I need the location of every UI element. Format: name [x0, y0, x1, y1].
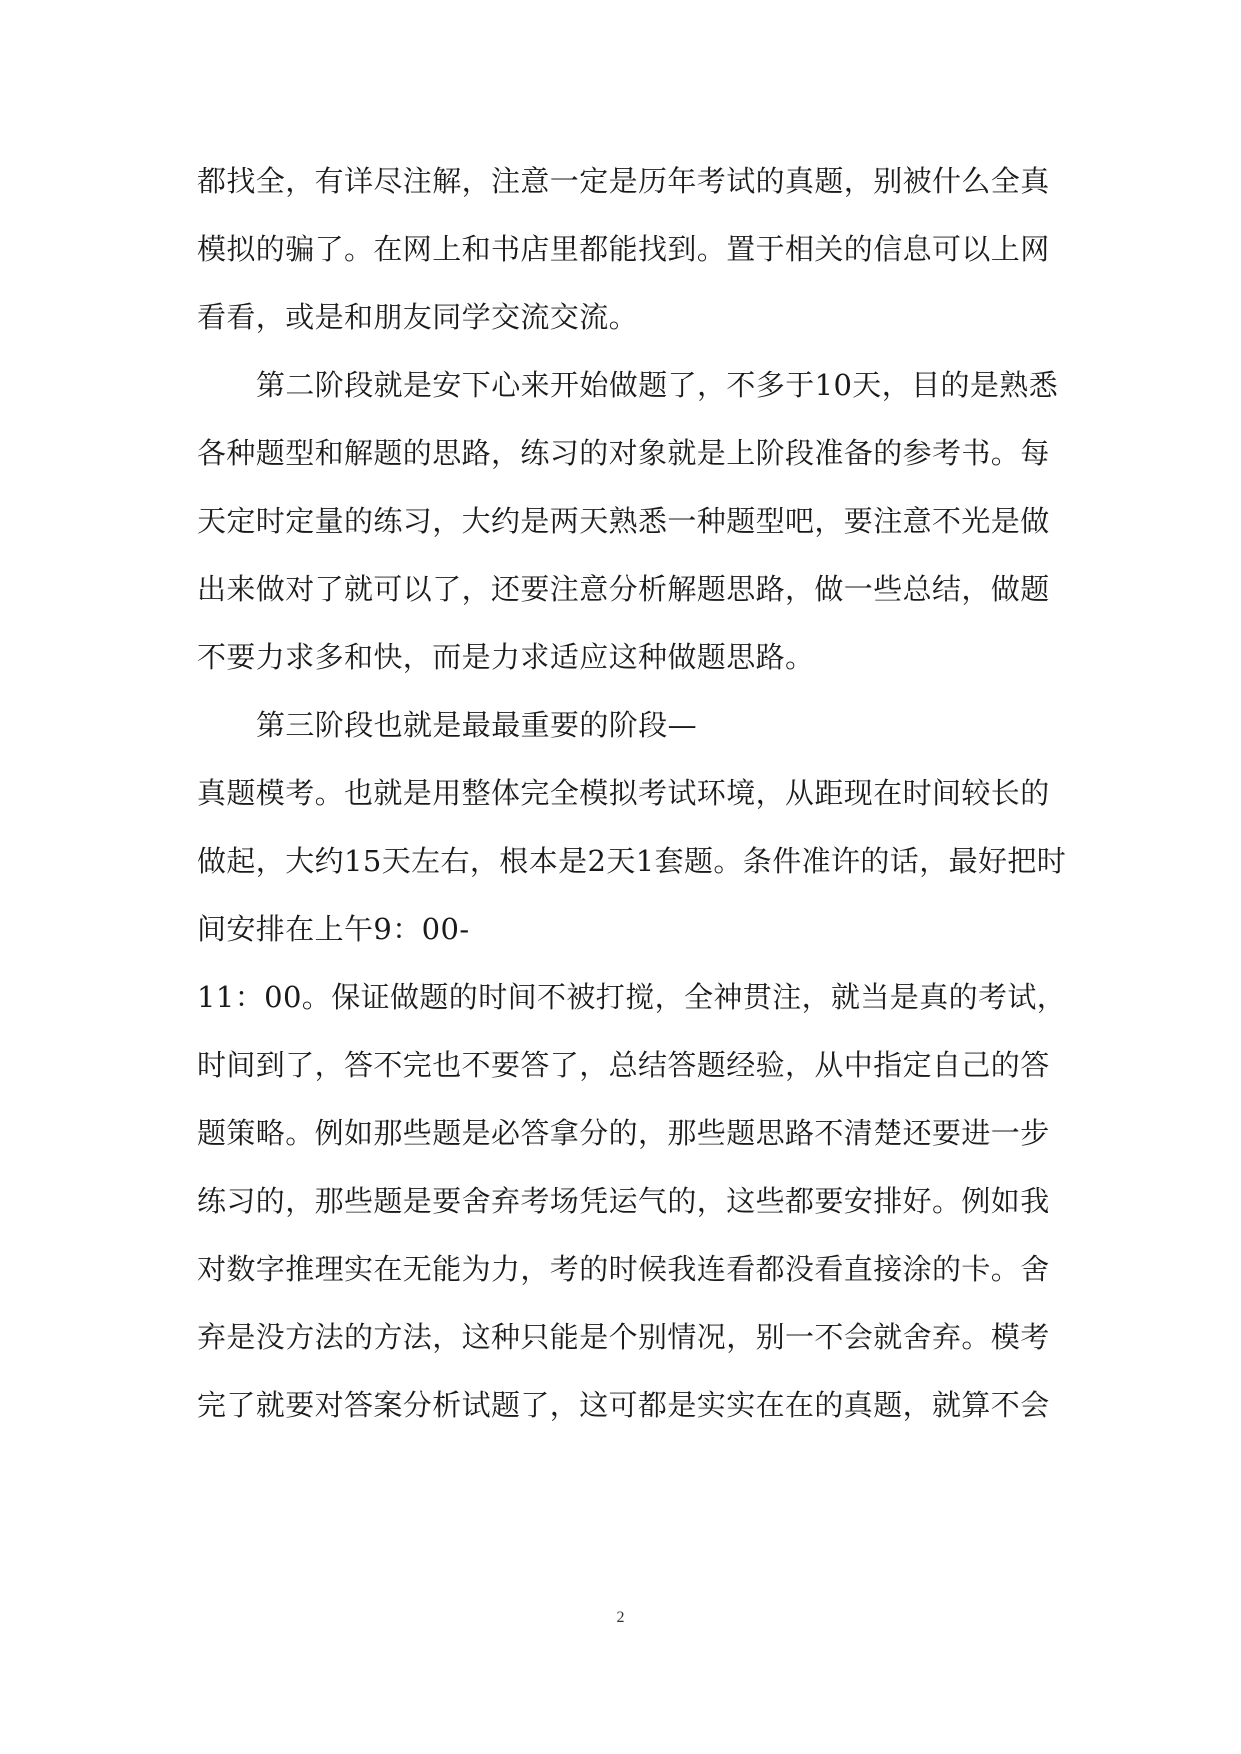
paragraph-start-line: 第二阶段就是安下心来开始做题了，不多于10天，目的是熟悉: [256, 368, 1059, 402]
text-line: 真题模考。也就是用整体完全模拟考试环境，从距现在时间较长的: [197, 776, 1050, 810]
text-line: 天定时定量的练习，大约是两天熟悉一种题型吧，要注意不光是做: [197, 504, 1050, 538]
text-line: 出来做对了就可以了，还要注意分析解题思路，做一些总结，做题: [197, 572, 1050, 606]
text-line: 弃是没方法的方法，这种只能是个别情况，别一不会就舍弃。模考: [197, 1320, 1050, 1354]
text-line: 间安排在上午9：00-: [197, 912, 470, 946]
text-line: 对数字推理实在无能为力，考的时候我连看都没看直接涂的卡。舍: [197, 1252, 1050, 1286]
text-line: 时间到了，答不完也不要答了，总结答题经验，从中指定自己的答: [197, 1048, 1050, 1082]
paragraph-start-line: 第三阶段也就是最最重要的阶段—: [256, 708, 698, 742]
page-number: 2: [616, 1609, 625, 1626]
text-line: 都找全，有详尽注解，注意一定是历年考试的真题，别被什么全真: [197, 164, 1050, 198]
text-line: 练习的，那些题是要舍弃考场凭运气的，这些都要安排好。例如我: [197, 1184, 1050, 1218]
text-line: 不要力求多和快，而是力求适应这种做题思路。: [197, 640, 815, 674]
text-line: 看看，或是和朋友同学交流交流。: [197, 300, 639, 334]
text-line: 模拟的骗了。在网上和书店里都能找到。置于相关的信息可以上网: [197, 232, 1050, 266]
text-line: 题策略。例如那些题是必答拿分的，那些题思路不清楚还要进一步: [197, 1116, 1050, 1150]
text-line: 11：00。保证做题的时间不被打搅，全神贯注，就当是真的考试，: [197, 980, 1067, 1014]
text-line: 各种题型和解题的思路，练习的对象就是上阶段准备的参考书。每: [197, 436, 1050, 470]
text-line: 完了就要对答案分析试题了，这可都是实实在在的真题，就算不会: [197, 1388, 1050, 1422]
text-line: 做起，大约15天左右，根本是2天1套题。条件准许的话，最好把时: [197, 844, 1067, 878]
